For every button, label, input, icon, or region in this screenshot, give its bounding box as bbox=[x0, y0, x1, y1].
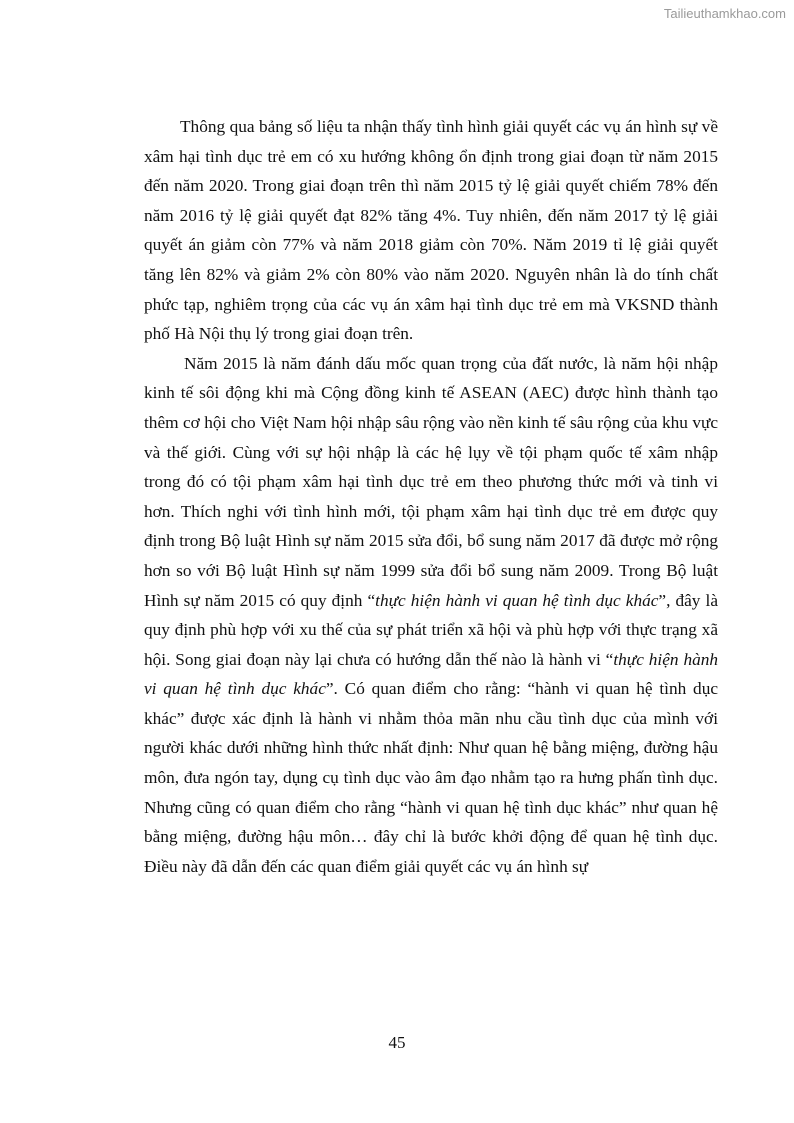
paragraph-2-text: ”. Có quan điểm cho rằng: “hành vi quan hệ tình dục khác” được xác định là hành vi nhằm thỏa mãn nhu cầu tình dục của mình với người khác dưới những hình thức nhất định: Như quan hệ bằng miệng, đường hậu môn, đưa ngón tay, dụng cụ tình dục vào âm đạo nhằm tạo ra hưng phấn tình dục. Nhưng cũng có quan điểm cho rằng “hành vi quan hệ tình dục khác” như quan hệ bằng miệng, đường hậu môn… đây chỉ là bước khởi động để quan hệ tình dục. Điều này đã dẫn đến các quan điểm giải quyết các vụ án hình sự bbox=[144, 679, 719, 876]
italic-term: thực hiện hành vi quan hệ tình dục khác bbox=[144, 649, 719, 699]
paragraph-2 bbox=[144, 349, 718, 882]
paragraph-2-text: ”, đây là quy định phù hợp với xu thế của sự phát triển xã hội và phù hợp với thực trạng xã hội. Song giai đoạn này lại chưa có hướng dẫn thế nào là hành vi “ bbox=[144, 590, 718, 669]
document-body bbox=[144, 112, 718, 881]
italic-term: thực hiện hành vi quan hệ tình dục khác bbox=[375, 590, 659, 610]
paragraph-2-text: Năm 2015 là năm đánh dấu mốc quan trọng của đất nước, là năm hội nhập kinh tế sôi động khi mà Cộng đồng kinh tế ASEAN (AEC) được hình thành tạo thêm cơ hội cho Việt Nam hội nhập sâu rộng vào nền kinh tế sâu rộng của khu vực và thế giới. Cùng với sự hội nhập là các hệ lụy về tội phạm quốc tế xâm nhập trong đó có tội phạm xâm hại tình dục trẻ em theo phương thức mới và tinh vi hơn. Thích nghi với tình hình mới, tội phạm xâm hại tình dục trẻ em được quy định trong Bộ luật Hình sự năm 2015 sửa đổi, bổ sung năm 2017 đã được mở rộng hơn so với Bộ luật Hình sự năm 1999 sửa đổi bổ sung năm 2009. Trong Bộ luật Hình sự năm 2015 có quy định “ bbox=[144, 353, 718, 610]
paragraph-1: Thông qua bảng số liệu ta nhận thấy tình hình giải quyết các vụ án hình sự về xâm hại tình dục trẻ em có xu hướng không ổn định trong giai đoạn từ năm 2015 đến năm 2020. Trong giai đoạn trên thì năm 2015 tỷ lệ giải quyết chiếm 78% đến năm 2016 tỷ lệ giải quyết đạt 82% tăng 4%. Tuy nhiên, đến năm 2017 tỷ lệ giải quyết án giảm còn 77% và năm 2018 giảm còn 70%. Năm 2019 tỉ lệ giải quyết tăng lên 82% và giảm 2% còn 80% vào năm 2020. Nguyên nhân là do tính chất phức tạp, nghiêm trọng của các vụ án xâm hại tình dục trẻ em mà VKSND thành phố Hà Nội thụ lý trong giai đoạn trên. bbox=[144, 117, 718, 344]
watermark: Tailieuthamkhao.com bbox=[663, 6, 786, 21]
page-number: 45 bbox=[388, 1033, 406, 1052]
